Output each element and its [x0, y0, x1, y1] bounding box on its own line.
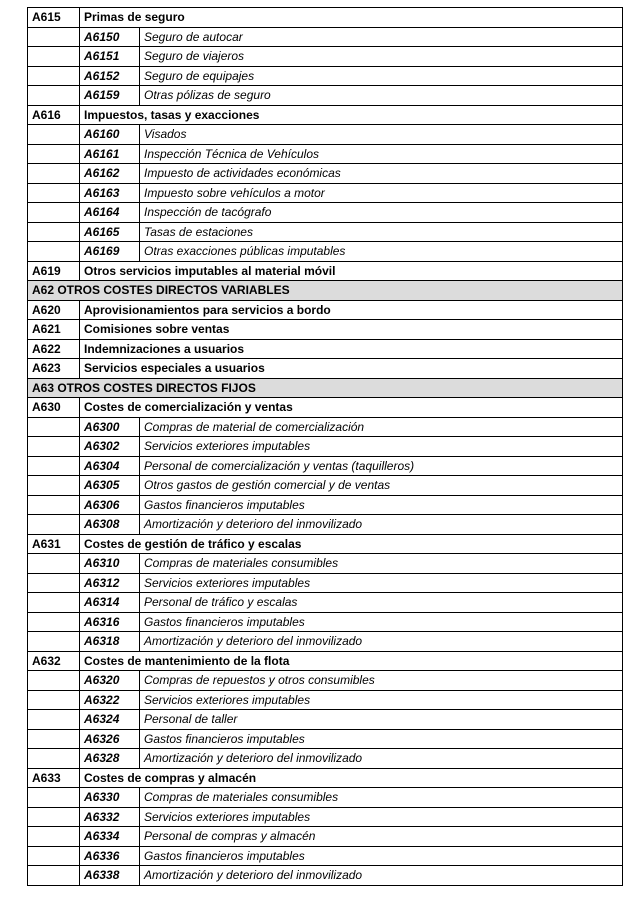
subaccount-row — [28, 846, 623, 866]
indent-cell — [28, 749, 80, 769]
subaccount-row — [28, 515, 623, 535]
subaccount-row — [28, 164, 623, 184]
account-label: Otros servicios imputables al material móvil — [80, 261, 623, 281]
subaccount-label: Impuesto sobre vehículos a motor — [140, 183, 623, 203]
subaccount-row — [28, 144, 623, 164]
subaccount-code: A6334 — [80, 827, 140, 847]
indent-cell — [28, 437, 80, 457]
subaccount-label: Otras pólizas de seguro — [140, 86, 623, 106]
account-label: Primas de seguro — [80, 8, 623, 28]
subaccount-code: A6310 — [80, 554, 140, 574]
account-label: Costes de compras y almacén — [80, 768, 623, 788]
subaccount-label: Personal de compras y almacén — [140, 827, 623, 847]
indent-cell — [28, 710, 80, 730]
subaccount-row — [28, 125, 623, 145]
subaccount-row — [28, 456, 623, 476]
subaccount-code: A6305 — [80, 476, 140, 496]
subaccount-code: A6332 — [80, 807, 140, 827]
subaccount-row — [28, 690, 623, 710]
subaccount-code: A6330 — [80, 788, 140, 808]
indent-cell — [28, 125, 80, 145]
subaccount-label: Tasas de estaciones — [140, 222, 623, 242]
account-row — [28, 339, 623, 359]
indent-cell — [28, 183, 80, 203]
indent-cell — [28, 222, 80, 242]
indent-cell — [28, 846, 80, 866]
subaccount-label: Servicios exteriores imputables — [140, 807, 623, 827]
subaccount-label: Compras de materiales consumibles — [140, 788, 623, 808]
subaccount-row — [28, 66, 623, 86]
indent-cell — [28, 729, 80, 749]
subaccount-code: A6322 — [80, 690, 140, 710]
subaccount-label: Otros gastos de gestión comercial y de ventas — [140, 476, 623, 496]
account-code: A619 — [28, 261, 80, 281]
subaccount-label: Compras de materiales consumibles — [140, 554, 623, 574]
subaccount-code: A6169 — [80, 242, 140, 262]
subaccount-label: Servicios exteriores imputables — [140, 573, 623, 593]
subaccount-label: Personal de tráfico y escalas — [140, 593, 623, 613]
account-row — [28, 359, 623, 379]
account-code: A621 — [28, 320, 80, 340]
subaccount-label: Gastos financieros imputables — [140, 846, 623, 866]
account-row — [28, 105, 623, 125]
indent-cell — [28, 612, 80, 632]
indent-cell — [28, 47, 80, 67]
subaccount-label: Inspección de tacógrafo — [140, 203, 623, 223]
indent-cell — [28, 671, 80, 691]
account-label: Impuestos, tasas y exacciones — [80, 105, 623, 125]
indent-cell — [28, 495, 80, 515]
account-code: A616 — [28, 105, 80, 125]
subaccount-code: A6304 — [80, 456, 140, 476]
indent-cell — [28, 573, 80, 593]
subaccount-code: A6163 — [80, 183, 140, 203]
indent-cell — [28, 242, 80, 262]
subaccount-row — [28, 242, 623, 262]
subaccount-code: A6159 — [80, 86, 140, 106]
subaccount-code: A6161 — [80, 144, 140, 164]
subaccount-code: A6328 — [80, 749, 140, 769]
subaccount-code: A6160 — [80, 125, 140, 145]
account-row — [28, 398, 623, 418]
indent-cell — [28, 164, 80, 184]
subaccount-label: Servicios exteriores imputables — [140, 437, 623, 457]
subaccount-code: A6320 — [80, 671, 140, 691]
account-label: Costes de gestión de tráfico y escalas — [80, 534, 623, 554]
subaccount-code: A6324 — [80, 710, 140, 730]
subaccount-label: Impuesto de actividades económicas — [140, 164, 623, 184]
account-label: Aprovisionamientos para servicios a bordo — [80, 300, 623, 320]
account-label: Indemnizaciones a usuarios — [80, 339, 623, 359]
indent-cell — [28, 66, 80, 86]
indent-cell — [28, 690, 80, 710]
account-row — [28, 300, 623, 320]
subaccount-label: Servicios exteriores imputables — [140, 690, 623, 710]
section-header-row — [28, 281, 623, 301]
indent-cell — [28, 632, 80, 652]
subaccount-label: Amortización y deterioro del inmovilizado — [140, 632, 623, 652]
subaccount-code: A6302 — [80, 437, 140, 457]
subaccount-label: Gastos financieros imputables — [140, 495, 623, 515]
indent-cell — [28, 807, 80, 827]
subaccount-row — [28, 437, 623, 457]
indent-cell — [28, 593, 80, 613]
indent-cell — [28, 144, 80, 164]
subaccount-row — [28, 749, 623, 769]
indent-cell — [28, 554, 80, 574]
subaccount-row — [28, 612, 623, 632]
subaccount-code: A6150 — [80, 27, 140, 47]
subaccount-label: Visados — [140, 125, 623, 145]
section-title: A63 OTROS COSTES DIRECTOS FIJOS — [28, 378, 623, 398]
account-code: A632 — [28, 651, 80, 671]
account-row — [28, 261, 623, 281]
subaccount-row — [28, 788, 623, 808]
subaccount-code: A6162 — [80, 164, 140, 184]
subaccount-row — [28, 729, 623, 749]
indent-cell — [28, 456, 80, 476]
account-row — [28, 320, 623, 340]
subaccount-row — [28, 866, 623, 886]
subaccount-code: A6306 — [80, 495, 140, 515]
subaccount-row — [28, 573, 623, 593]
subaccount-row — [28, 183, 623, 203]
subaccount-code: A6164 — [80, 203, 140, 223]
accounts-table — [27, 7, 623, 886]
subaccount-row — [28, 593, 623, 613]
subaccount-code: A6336 — [80, 846, 140, 866]
subaccount-label: Inspección Técnica de Vehículos — [140, 144, 623, 164]
subaccount-code: A6316 — [80, 612, 140, 632]
subaccount-label: Compras de material de comercialización — [140, 417, 623, 437]
subaccount-row — [28, 632, 623, 652]
subaccount-label: Personal de taller — [140, 710, 623, 730]
account-code: A623 — [28, 359, 80, 379]
subaccount-code: A6314 — [80, 593, 140, 613]
account-row — [28, 8, 623, 28]
subaccount-label: Compras de repuestos y otros consumibles — [140, 671, 623, 691]
account-label: Servicios especiales a usuarios — [80, 359, 623, 379]
subaccount-row — [28, 554, 623, 574]
account-code: A620 — [28, 300, 80, 320]
subaccount-label: Personal de comercialización y ventas (taquilleros) — [140, 456, 623, 476]
account-label: Costes de comercialización y ventas — [80, 398, 623, 418]
account-row — [28, 534, 623, 554]
subaccount-row — [28, 476, 623, 496]
subaccount-row — [28, 807, 623, 827]
subaccount-row — [28, 671, 623, 691]
accounts-table-container — [27, 7, 623, 886]
subaccount-row — [28, 417, 623, 437]
account-code: A631 — [28, 534, 80, 554]
subaccount-row — [28, 86, 623, 106]
account-row — [28, 768, 623, 788]
subaccount-label: Seguro de autocar — [140, 27, 623, 47]
accounts-table-body — [28, 8, 623, 886]
subaccount-row — [28, 827, 623, 847]
subaccount-code: A6165 — [80, 222, 140, 242]
subaccount-code: A6308 — [80, 515, 140, 535]
indent-cell — [28, 476, 80, 496]
account-code: A630 — [28, 398, 80, 418]
subaccount-code: A6338 — [80, 866, 140, 886]
subaccount-label: Otras exacciones públicas imputables — [140, 242, 623, 262]
indent-cell — [28, 788, 80, 808]
indent-cell — [28, 827, 80, 847]
account-code: A615 — [28, 8, 80, 28]
subaccount-label: Amortización y deterioro del inmovilizado — [140, 515, 623, 535]
subaccount-row — [28, 203, 623, 223]
subaccount-code: A6318 — [80, 632, 140, 652]
subaccount-label: Amortización y deterioro del inmovilizado — [140, 749, 623, 769]
account-code: A622 — [28, 339, 80, 359]
indent-cell — [28, 86, 80, 106]
subaccount-row — [28, 495, 623, 515]
subaccount-label: Seguro de viajeros — [140, 47, 623, 67]
subaccount-row — [28, 710, 623, 730]
indent-cell — [28, 866, 80, 886]
account-label: Costes de mantenimiento de la flota — [80, 651, 623, 671]
indent-cell — [28, 515, 80, 535]
subaccount-code: A6151 — [80, 47, 140, 67]
subaccount-label: Gastos financieros imputables — [140, 612, 623, 632]
account-code: A633 — [28, 768, 80, 788]
section-title: A62 OTROS COSTES DIRECTOS VARIABLES — [28, 281, 623, 301]
subaccount-code: A6312 — [80, 573, 140, 593]
subaccount-code: A6300 — [80, 417, 140, 437]
indent-cell — [28, 27, 80, 47]
account-label: Comisiones sobre ventas — [80, 320, 623, 340]
subaccount-code: A6152 — [80, 66, 140, 86]
subaccount-code: A6326 — [80, 729, 140, 749]
subaccount-label: Seguro de equipajes — [140, 66, 623, 86]
section-header-row — [28, 378, 623, 398]
indent-cell — [28, 203, 80, 223]
subaccount-label: Amortización y deterioro del inmovilizado — [140, 866, 623, 886]
subaccount-row — [28, 222, 623, 242]
indent-cell — [28, 417, 80, 437]
subaccount-label: Gastos financieros imputables — [140, 729, 623, 749]
subaccount-row — [28, 27, 623, 47]
subaccount-row — [28, 47, 623, 67]
account-row — [28, 651, 623, 671]
